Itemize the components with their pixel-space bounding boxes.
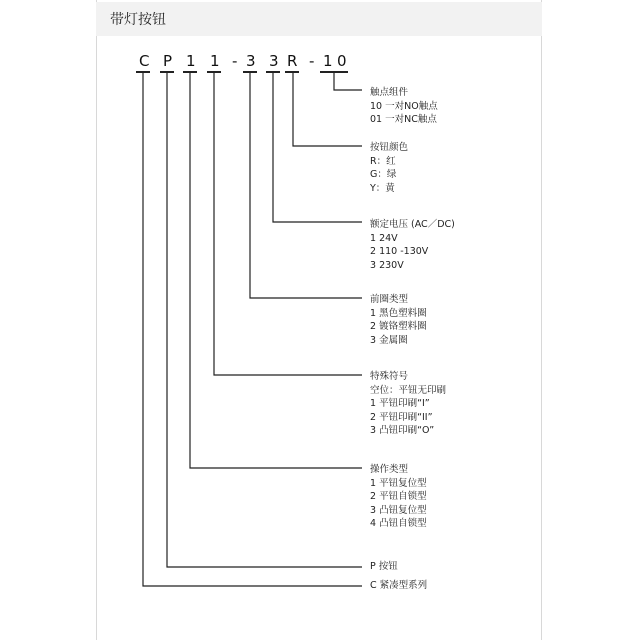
code-char-dash1: - (232, 52, 238, 70)
code-char-c: C (139, 52, 150, 70)
group-button (370, 560, 398, 574)
group-heading: 前圈类型 (370, 294, 409, 305)
group-contact (370, 86, 438, 127)
group-heading: 特殊符号 (370, 371, 409, 382)
connector-operation (190, 73, 362, 468)
group-item: C 紧凑型系列 (370, 580, 428, 591)
connector-symbol (214, 73, 362, 375)
group-heading: 按钮颜色 (370, 142, 409, 153)
group-bezel (370, 293, 427, 347)
group-item: 1 24V (370, 232, 398, 244)
code-char-3b: 3 (269, 52, 279, 70)
code-char-1b: 1 (210, 52, 220, 70)
connector-button (167, 73, 362, 567)
group-item: P 按钮 (370, 561, 398, 572)
group-item: 4 凸钮自锁型 (370, 518, 427, 529)
group-item: 2 镀铬塑料圈 (370, 321, 427, 332)
group-voltage (370, 218, 455, 272)
connector-bezel (250, 73, 362, 298)
group-item: Y：黄 (370, 182, 395, 194)
code-char-dash2: - (309, 52, 315, 70)
code-char-1a: 1 (186, 52, 196, 70)
group-item: 1 平钮印刷“I” (370, 398, 430, 409)
group-item: R：红 (370, 155, 396, 167)
group-heading: 触点组件 (370, 87, 409, 98)
code-char-p: P (163, 52, 173, 70)
code-char-3a: 3 (246, 52, 256, 70)
group-color (370, 141, 408, 195)
group-symbol (370, 370, 446, 438)
group-heading: 额定电压 (AC／DC) (370, 219, 455, 230)
group-item: 3 凸钮印刷“O” (370, 425, 435, 436)
group-item: 3 230V (370, 259, 404, 271)
group-item: 1 黑色塑料圈 (370, 307, 427, 319)
page-title: 带灯按钮 (110, 12, 166, 28)
code-char-r: R (287, 52, 298, 70)
group-item: 2 平钮印刷“II” (370, 411, 433, 423)
group-item: 2 110 -130V (370, 246, 429, 257)
code-char-1c: 1 (323, 52, 333, 70)
group-operation (370, 463, 427, 531)
group-item: 1 平钮复位型 (370, 477, 427, 489)
connector-voltage (273, 73, 362, 222)
connector-series (143, 73, 362, 586)
group-item: 01 一对NC触点 (370, 114, 437, 125)
group-heading: 操作类型 (370, 464, 409, 475)
group-item: 3 金属圈 (370, 334, 408, 346)
group-series (370, 579, 427, 593)
group-item: G：绿 (370, 169, 397, 180)
group-item: 10 一对NO触点 (370, 100, 438, 112)
group-item: 2 平钮自锁型 (370, 491, 427, 502)
group-item: 空位：平钮无印刷 (370, 384, 447, 396)
connector-contact (334, 73, 362, 90)
group-item: 3 凸钮复位型 (370, 504, 427, 516)
code-char-0: 0 (337, 52, 347, 70)
connector-color (293, 73, 362, 146)
